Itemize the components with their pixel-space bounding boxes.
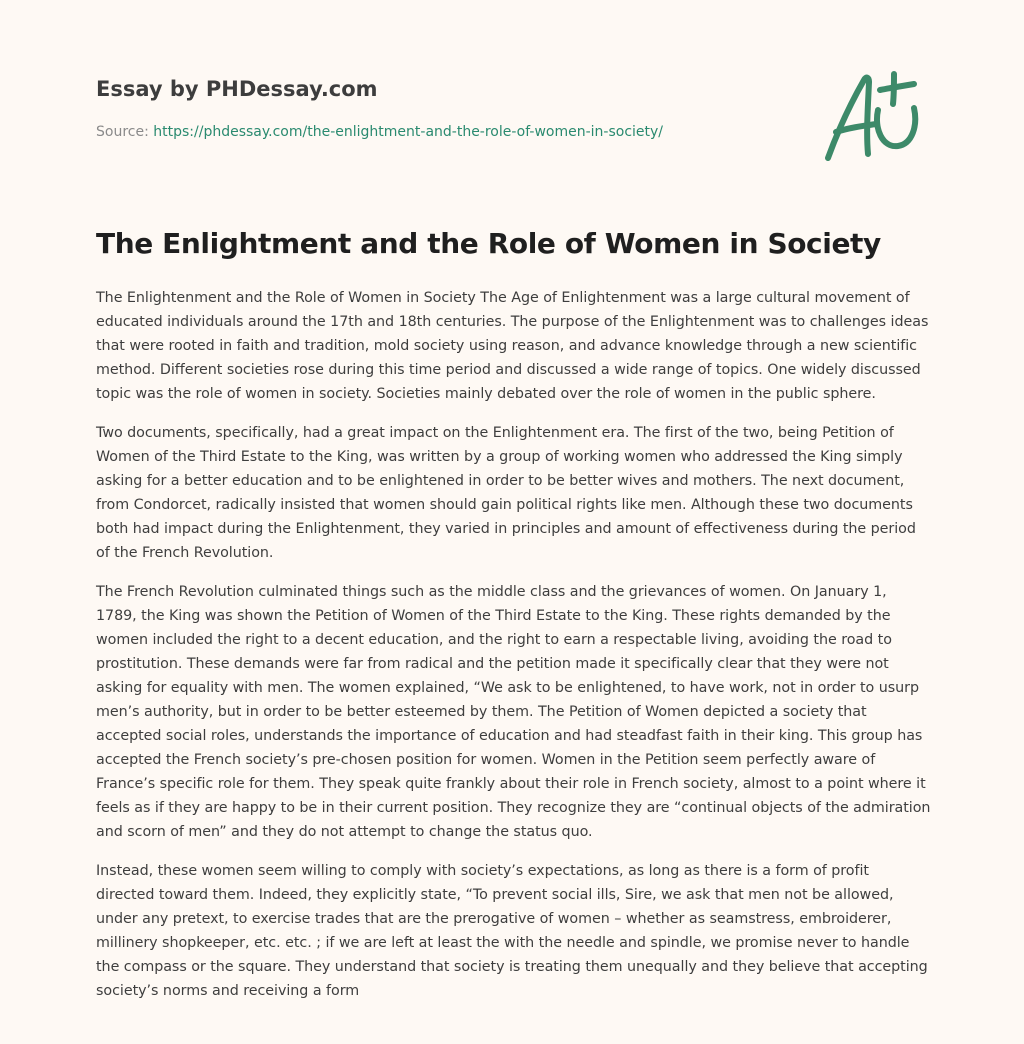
essay-body [96, 286, 931, 1018]
source-label: Source: [96, 124, 154, 140]
essay-paragraph: Two documents, specifically, had a great impact on the Enlightenment era. The first of the two, being Petition of Women of the Third Estate to the King, was written by a group of working women who addressed the King simply asking for a better education and to be enlightened in order to be better wives and mothers. The next document, from Condorcet, radically insisted that women should gain political rights like men. Although these two documents both had impact during the Enlightenment, they varied in principles and amount of effectiveness during the period of the French Revolution. [96, 425, 916, 561]
essay-header [96, 74, 796, 142]
essay-title: The Enlightment and the Role of Women in Society [96, 227, 881, 260]
source-line [96, 122, 796, 142]
brand-title: Essay by PHDessay.com [96, 77, 378, 101]
a-plus-grade-icon [818, 66, 930, 166]
essay-paragraph: The Enlightenment and the Role of Women in Society The Age of Enlightenment was a large cultural movement of educated individuals around the 17th and 18th centuries. The purpose of the Enlightenment was to challenges ideas that were rooted in faith and tradition, mold society using reason, and advance knowledge through a new scientific method. Different societies rose during this time period and discussed a wide range of topics. One widely discussed topic was the role of women in society. Societies mainly debated over the role of women in the public sphere. [96, 290, 929, 402]
essay-paragraph: Instead, these women seem willing to comply with society’s expectations, as long as there is a form of profit directed toward them. Indeed, they explicitly state, “To prevent social ills, Sire, we ask that men not be allowed, under any pretext, to exercise trades that are the prerogative of women – whether as seamstress, embroiderer, millinery shopkeeper, etc. etc. ; if we are left at least the with the needle and spindle, we promise never to handle the compass or the square. They understand that society is treating them unequally and they believe that accepting society’s norms and receiving a form [96, 863, 928, 999]
source-link[interactable]: https://phdessay.com/the-enlightment-and-the-role-of-women-in-society/ [153, 124, 664, 140]
essay-paragraph: The French Revolution culminated things such as the middle class and the grievances of women. On January 1, 1789, the King was shown the Petition of Women of the Third Estate to the King. These rights demanded by the women included the right to a decent education, and the right to earn a respectable living, avoiding the road to prostitution. These demands were far from radical and the petition made it specifically clear that they were not asking for equality with men. The women explained, “We ask to be enlightened, to have work, not in order to usurp men’s authority, but in order to be better esteemed by them. The Petition of Women depicted a society that accepted social roles, understands the importance of education and had steadfast faith in their king. This group has accepted the French society’s pre-chosen position for women. Women in the Petition seem perfectly aware of France’s specific role for them. They speak quite frankly about their role in French society, almost to a point where it feels as if they are happy to be in their current position. They recognize they are “continual objects of the admiration and scorn of men” and they do not attempt to change the status quo. [96, 584, 931, 840]
